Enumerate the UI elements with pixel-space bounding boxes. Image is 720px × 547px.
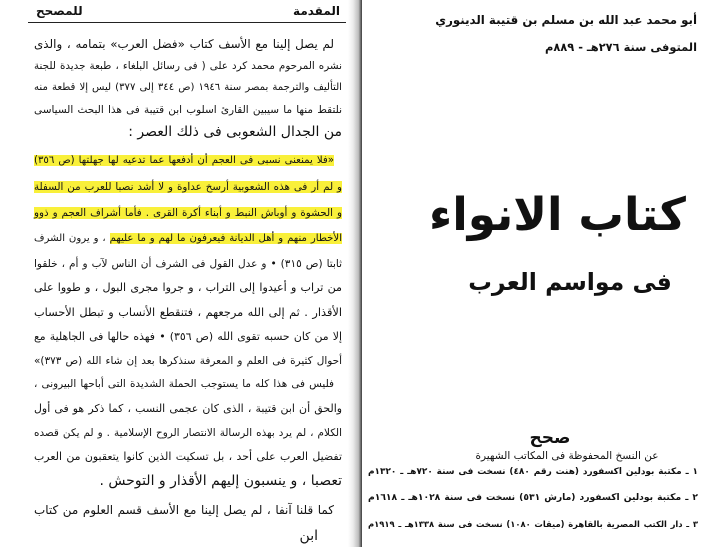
line-content [34, 305, 342, 319]
line-content [34, 402, 342, 415]
line-content [34, 330, 342, 343]
author-name [427, 6, 697, 34]
line-content [99, 473, 342, 489]
body-line [34, 446, 342, 468]
line-content [34, 37, 334, 51]
line-content [34, 82, 342, 93]
text-segment: إلا من كان حسبه تقوى الله (ص ٣٥٦) • فهذه حالها فى الجاهلية مع [34, 330, 343, 343]
text-segment: من تراب و أعيدوا إلى التراب ، و جروا مجرى البول ، و طووا على [34, 281, 342, 294]
left-page-introduction [0, 0, 348, 547]
body-line [34, 121, 342, 143]
body-line [34, 470, 342, 492]
edited-label-text: صحح [529, 428, 571, 448]
manuscript-source-item [368, 461, 698, 483]
line-content [34, 378, 334, 390]
line-content [34, 450, 342, 463]
text-segment: الأقذار . ثم إلى الله مرجعهم ، فتنقطع الأنساب و تبطل الأحساب [34, 305, 342, 319]
line-content [300, 528, 318, 544]
body-line [34, 228, 342, 250]
source-text: ١ ـ مكتبة بودلين اكسفورد (هنت رقم ٤٨٠) نسخت فى سنة ٧٢٠هـ ـ ١٣٢٠م [368, 467, 698, 477]
text-segment: الأخطار منهم و أهل الديانة فيعرفون ما لهم و ما عليهم [109, 233, 343, 244]
text-segment: «فلا يمنعنى نسبى فى العجم أن أدفعها عما تدعيه لها جهلتها (ص ٣٥٦) [34, 155, 334, 166]
text-segment: تفضيل العرب على أحد ، بل تسكيت الذين كانوا يتعقبون من العرب [34, 450, 342, 463]
text-segment: كما قلنا آنفا ، لم يصل إلينا مع الأسف قسم العلوم من كتاب [34, 503, 334, 517]
header-text: المقدمة [293, 4, 340, 18]
death-date [540, 37, 697, 57]
author-text: أبو محمد عبد الله بن مسلم بن قتيبة الدينوري [435, 13, 697, 27]
text-segment: ثابتا (ص ٣١٥) • و عدل القول فى الشرف أن الناس لآب و أم ، خلقوا [34, 258, 343, 270]
text-segment: والحق أن ابن قتيبة ، الذى كان عجمى النسب ، كما ذكر هو فى أول [34, 402, 342, 415]
text-segment: و الحشوة و أوباش النبط و أبناء أكرة القرى . فأما أشراف العجم و ذوو [34, 207, 342, 219]
body-line [34, 77, 342, 99]
text-segment: نشره المرحوم محمد كرد على ( فى رسائل البلغاء ، طبعة جديدة للجنة [34, 60, 342, 72]
text-segment: نلتقط منها ما سيبين القارئ اسلوب ابن قتيبة فى هذا البحث السياسى [34, 104, 342, 116]
body-line [34, 176, 342, 198]
book-spine-gutter [348, 0, 362, 547]
right-page-title-page [362, 0, 720, 547]
book-subtitle-text: فى مواسم العرب [468, 268, 672, 296]
manuscript-source-item [368, 513, 698, 535]
body-line [34, 350, 342, 372]
manuscript-source-item [368, 487, 698, 509]
body-line [34, 398, 342, 420]
text-segment: و لم أر فى هذه الشعوبية أرسخ عداوة و لا أشد نصبا للعرب من السفلة [34, 181, 342, 193]
sources-heading-text: عن النسخ المحفوظة فى المكاتب الشهيرة [475, 450, 659, 462]
line-content [128, 124, 342, 140]
line-content [34, 207, 342, 219]
text-segment: تعصبا ، و ينسبون إليهم الأقذار و التوحش . [99, 473, 342, 489]
line-content [34, 60, 342, 72]
line-content [34, 503, 334, 517]
body-line [34, 326, 342, 348]
line-content [34, 355, 342, 367]
header-rule [28, 22, 346, 23]
source-text: ٣ ـ دار الكتب المصرية بالقاهرة (ميقات ١٠٨٠) نسخت فى سنة ١٣٣٨هـ ـ ١٩١٩م [368, 519, 698, 529]
line-content [34, 427, 342, 439]
line-content [34, 104, 342, 116]
line-content [34, 233, 342, 244]
book-title-text: كتاب الانواء [429, 188, 686, 241]
line-content [34, 181, 342, 193]
body-line [34, 422, 342, 444]
book-title [425, 170, 690, 260]
body-line [34, 253, 342, 275]
text-segment: الكلام ، لم يرد بهذه الرسالة الانتصار الروح الإسلامية . و لم يكن قصده [34, 427, 342, 439]
body-line [34, 33, 342, 55]
line-content [34, 258, 342, 270]
edited-label [520, 428, 580, 448]
body-line [34, 150, 342, 172]
body-line [34, 525, 342, 547]
body-line [34, 277, 342, 299]
body-line [34, 99, 342, 121]
body-line [34, 55, 342, 77]
running-header-right [280, 2, 340, 20]
text-segment: فليس فى هذا كله ما يستوجب الحملة الشديدة التى أباحها البيرونى ، [34, 378, 334, 390]
book-subtitle [465, 250, 675, 314]
text-segment: ابن [299, 528, 318, 544]
body-line [34, 202, 342, 224]
text-segment: لم يصل إلينا مع الأسف كتاب «فضل العرب» بتمامه ، والذى [34, 37, 334, 51]
source-text: ٢ ـ مكتبة بودلين اكسفورد (مارش ٥٣١) نسخت فى سنة ١٠٢٨هـ ـ ١٦١٨م [368, 492, 699, 503]
text-segment: من الجدال الشعوبى فى ذلك العصر : [128, 124, 342, 140]
line-content [34, 155, 334, 166]
text-segment: التأليف والترجمة بمصر سنة ١٩٤٦ (ص ٣٤٤ إلى ٣٧٧) ليس إلا قطعة منه [34, 82, 342, 93]
body-line [34, 499, 342, 521]
body-line [34, 373, 342, 395]
death-date-text: المتوفى سنة ٢٧٦هـ - ٨٨٩م [544, 40, 697, 54]
header-text: للمصحح [36, 4, 83, 18]
text-segment: أحوال كثيرة فى العلم و المعرفة سنذكرها بعد إن شاء الله (ص ٣٧٣)» [34, 355, 342, 367]
body-line [34, 301, 342, 323]
line-content [34, 281, 342, 294]
running-header-left [36, 2, 96, 20]
text-segment: ، و يرون الشرف [34, 233, 110, 244]
